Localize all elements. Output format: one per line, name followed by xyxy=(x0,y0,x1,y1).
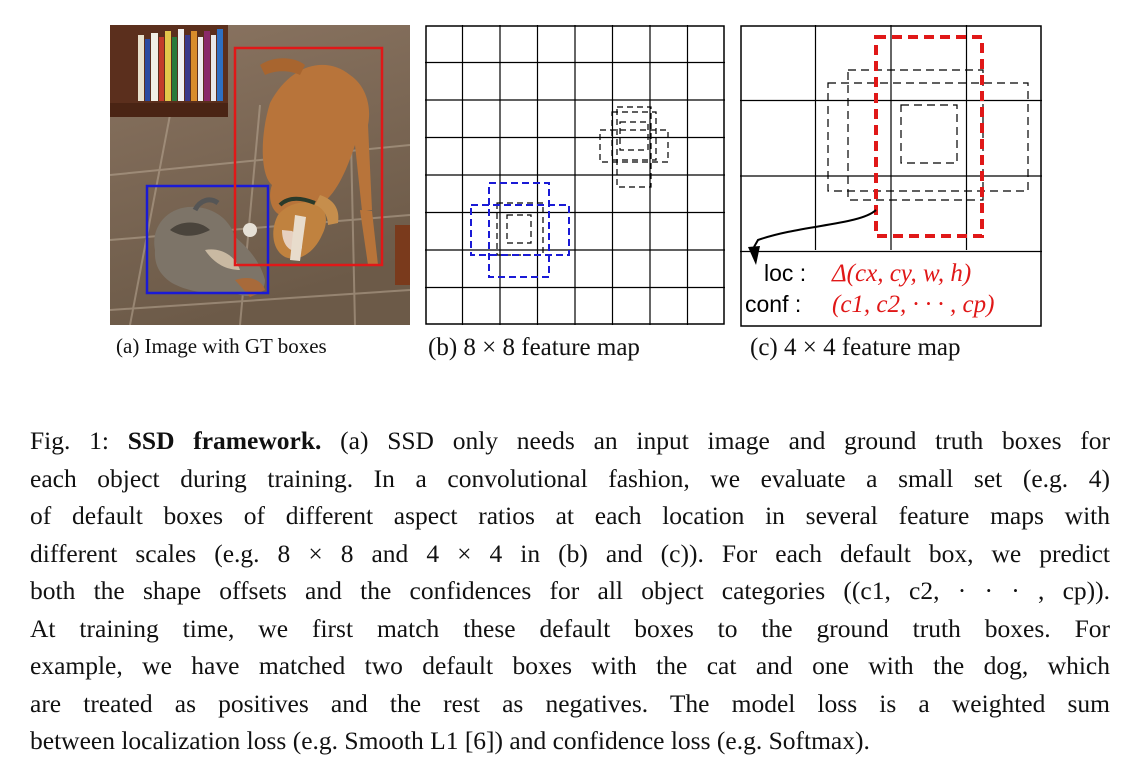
loc-label: loc : xyxy=(764,260,807,286)
conf-label: conf : xyxy=(745,291,802,317)
caption-line-2: each object during training. In a convolutional fashion, we evaluate a small set (e.g. 4) xyxy=(30,463,1110,493)
caption-line-text: (a) SSD only needs an input image and ground truth boxes for xyxy=(340,426,1111,455)
grid-4x4 xyxy=(740,25,1042,327)
figure-caption xyxy=(30,422,1110,760)
subcaption-b: (b) 8 × 8 feature map xyxy=(428,334,640,361)
subcaption-c: (c) 4 × 4 feature map xyxy=(750,334,961,361)
image-with-gt-boxes xyxy=(110,25,410,325)
photo-illustration xyxy=(110,25,410,325)
caption-line-5: both the shape offsets and the confidences for all object categories ((c1, c2, · · · , cp)). xyxy=(30,576,1110,605)
bookshelf xyxy=(110,25,228,117)
caption-line-4: different scales (e.g. 8 × 8 and 4 × 4 in (b) and (c)). For each default box, we predict xyxy=(30,538,1110,568)
subcaption-a: (a) Image with GT boxes xyxy=(116,334,327,358)
feature-map-4x4 xyxy=(740,25,1042,327)
caption-title: SSD framework. xyxy=(127,426,322,455)
caption-line-3: of default boxes of different aspect ratios at each location in several feature maps with xyxy=(30,501,1110,530)
caption-prefix: Fig. 1: xyxy=(30,426,109,455)
caption-line-8: are treated as positives and the rest as negatives. The model loss is a weighted sum xyxy=(30,688,1110,718)
caption-line-6: At training time, we first match these default boxes to the ground truth boxes. For xyxy=(30,613,1110,643)
loc-value: Δ(cx, cy, w, h) xyxy=(832,260,972,287)
feature-map-8x8 xyxy=(425,25,725,325)
conf-value: (c1, c2, · · · , cp) xyxy=(832,291,995,318)
caption-line-7: example, we have matched two default boxes with the cat and one with the dog, which xyxy=(30,651,1110,680)
caption-line-9: between localization loss (e.g. Smooth L1 [6]) and confidence loss (e.g. Softmax). xyxy=(30,726,870,755)
grid-8x8 xyxy=(425,25,725,325)
caption-line-1 xyxy=(30,422,1110,460)
furniture-leg xyxy=(395,225,410,285)
